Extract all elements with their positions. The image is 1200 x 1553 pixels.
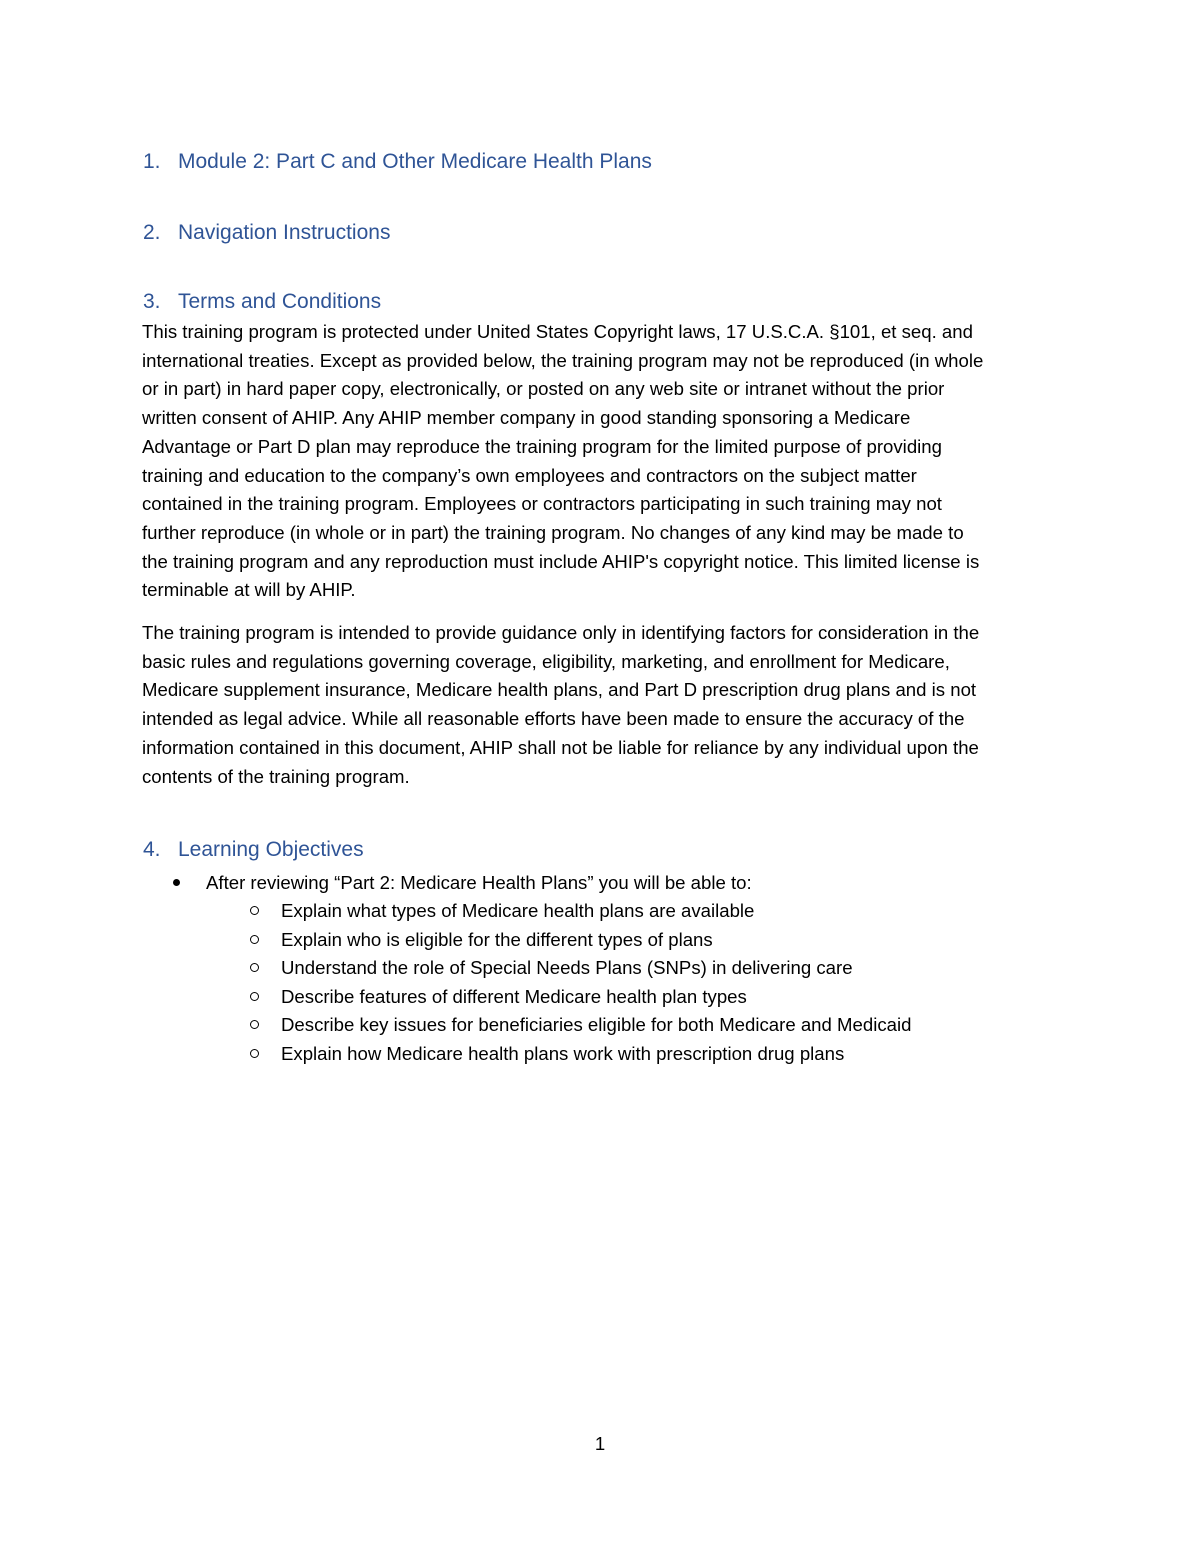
hollow-circle-bullet-icon (250, 906, 259, 915)
heading-title: Module 2: Part C and Other Medicare Health Plans (178, 150, 652, 173)
objective-text: Understand the role of Special Needs Plans (SNPs) in delivering care (281, 957, 853, 978)
objective-item (250, 897, 754, 925)
paragraph-line: terminable at will by AHIP. (142, 579, 356, 601)
objective-item (250, 926, 713, 954)
objective-item (250, 1040, 844, 1068)
hollow-circle-bullet-icon (250, 1049, 259, 1058)
objectives-intro-bullet (172, 869, 752, 897)
heading-title: Terms and Conditions (178, 290, 382, 313)
heading-number: 4. (143, 838, 161, 861)
paragraph-line: information contained in this document, AHIP shall not be liable for reliance by any individual upon the (142, 736, 979, 758)
paragraph-line: This training program is protected under United States Copyright laws, 17 U.S.C.A. §101, et seq. and (142, 321, 973, 342)
objective-item (250, 1011, 911, 1039)
paragraph-line: intended as legal advice. While all reasonable efforts have been made to ensure the accuracy of the (142, 708, 965, 730)
objective-item (250, 954, 853, 982)
paragraph-line: basic rules and regulations governing coverage, eligibility, marketing, and enrollment for Medicare, (142, 650, 950, 672)
hollow-circle-bullet-icon (250, 1020, 259, 1029)
hollow-circle-bullet-icon (250, 992, 259, 1001)
page-number: 1 (594, 1433, 606, 1454)
paragraph-line: the training program and any reproduction must include AHIP's copyright notice. This limited license is (142, 550, 980, 572)
objectives-intro: After reviewing “Part 2: Medicare Health Plans” you will be able to: (206, 872, 752, 893)
objective-text: Describe key issues for beneficiaries eligible for both Medicare and Medicaid (281, 1014, 912, 1035)
heading-title: Navigation Instructions (178, 221, 391, 244)
objective-text: Explain who is eligible for the different types of plans (281, 929, 713, 950)
paragraph-line: written consent of AHIP. Any AHIP member company in good standing sponsoring a Medicare (142, 407, 911, 429)
hollow-circle-bullet-icon (250, 935, 259, 944)
paragraph-line: further reproduce (in whole or in part) the training program. No changes of any kind may be made to (142, 521, 964, 543)
paragraph-line: The training program is intended to provide guidance only in identifying factors for consideration in the (142, 622, 980, 643)
terms-paragraph-2 (142, 619, 1072, 791)
heading-number: 3. (143, 290, 161, 313)
terms-paragraph-1 (142, 318, 1072, 605)
bullet-dot-icon (173, 879, 180, 886)
objective-text: Explain how Medicare health plans work with prescription drug plans (281, 1043, 845, 1064)
paragraph-line: or in part) in hard paper copy, electronically, or posted on any web site or intranet without the prior (142, 378, 945, 400)
paragraph-line: contents of the training program. (142, 765, 410, 787)
heading-navigation (143, 219, 390, 247)
heading-title: Learning Objectives (178, 838, 364, 861)
paragraph-line: contained in the training program. Employees or contractors participating in such training may not (142, 493, 942, 515)
heading-number: 1. (143, 150, 161, 173)
paragraph-line: international treaties. Except as provided below, the training program may not be reproduced (in whole (142, 349, 984, 371)
objective-text: Describe features of different Medicare health plan types (281, 986, 747, 1007)
paragraph-line: training and education to the company’s own employees and contractors on the subject matter (142, 464, 917, 486)
paragraph-line: Advantage or Part D plan may reproduce the training program for the limited purpose of providing (142, 435, 942, 457)
objective-text: Explain what types of Medicare health plans are available (281, 900, 755, 921)
heading-number: 2. (143, 221, 161, 244)
hollow-circle-bullet-icon (250, 963, 259, 972)
paragraph-line: Medicare supplement insurance, Medicare health plans, and Part D prescription drug plans and is not (142, 679, 977, 701)
heading-terms (143, 288, 381, 316)
heading-module (143, 148, 652, 176)
objective-item (250, 983, 747, 1011)
heading-objectives (143, 836, 364, 864)
